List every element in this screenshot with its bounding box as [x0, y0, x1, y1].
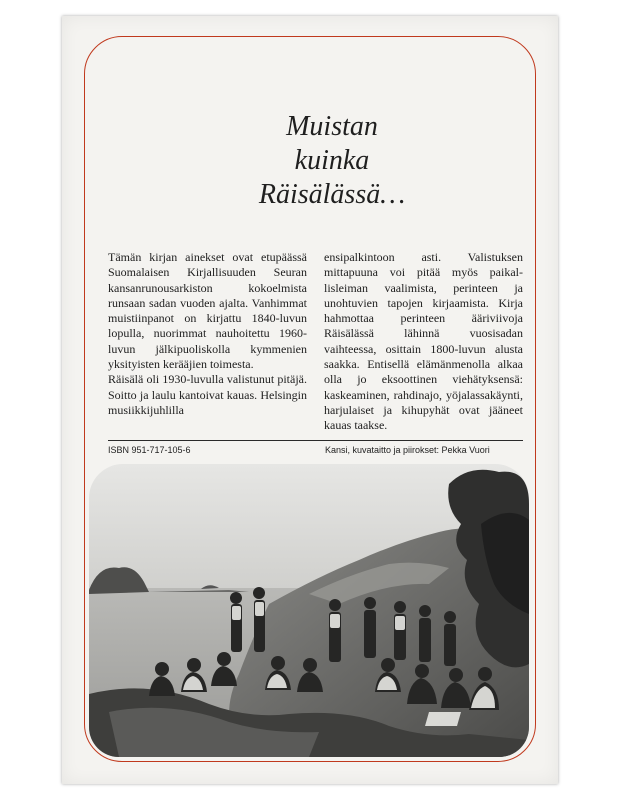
body-column-left	[108, 250, 307, 418]
body-paragraph: ensipalkintoon asti. Valistuksen mittapuuna voi pitää myös paikallisleiman vaalimista, perinteen ja unohtuvien tapojen kirjaamista. Kirja hahmottaa perinteen ääriviivoja Räisälässä lähinnä vuosisadan vaihteessa, osittain 1800-luvun alusta saakka. Entisellä elämänmenolla alkaa olla jo eksoottinen viehätyksensä: kaskeaminen, rahdinajo, yöjalassakäynti, harjulaiset ja kihupyhät ovat jääneet kauas taakse.	[324, 250, 523, 433]
body-paragraph: Räisälä oli 1930-luvulla valistunut pitäjä. Soitto ja laulu kantoivat kauas. Helsingin musiikkijuhlilla	[108, 372, 307, 417]
cover-credits: Kansi, kuvataitto ja piirokset: Pekka Vuori	[325, 445, 490, 455]
book-back-cover	[62, 16, 558, 784]
title-line-1: Muistan	[286, 111, 378, 142]
title-line-2: kuinka	[294, 145, 370, 176]
isbn-label: ISBN 951-717-105-6	[108, 445, 191, 455]
photo-illustration	[89, 464, 529, 757]
body-paragraph: Tämän kirjan ainekset ovat etupäässä Suomalaisen Kirjallisuuden Seuran kansanrunousarkiston kokoelmista runsaan sadan vuoden ajalta. Vanhimmat muistiinpanot on kirjattu 1840-luvun lopulla, nuorimmat nauhoitettu 1960-luvun jälkipuoliskolla kymmenien yksityisten kerääjien toimesta.	[108, 250, 307, 372]
shore-photograph	[89, 464, 529, 757]
title-line-3: Räisälässä…	[258, 179, 406, 210]
cover-title	[212, 110, 452, 212]
body-column-right	[324, 250, 523, 434]
divider-rule	[108, 440, 523, 441]
